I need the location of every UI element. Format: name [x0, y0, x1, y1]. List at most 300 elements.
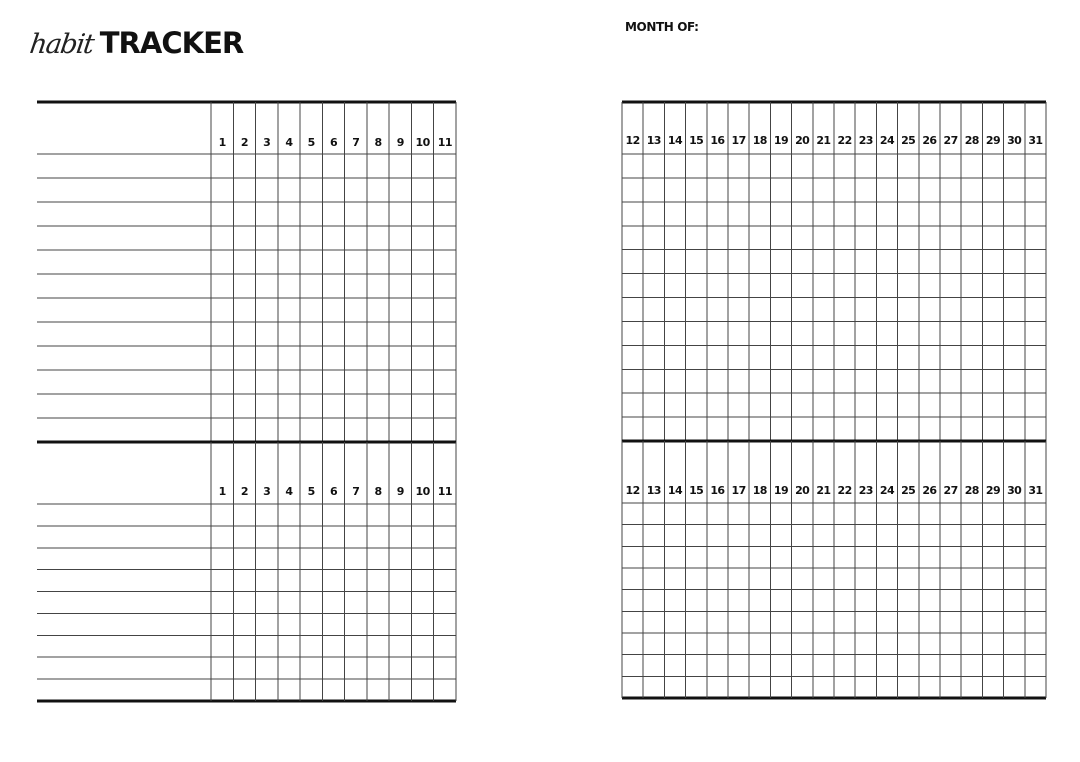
- habit-day-checkbox[interactable]: [278, 570, 300, 592]
- habit-day-checkbox[interactable]: [749, 633, 770, 655]
- habit-day-checkbox[interactable]: [1004, 202, 1025, 226]
- habit-day-checkbox[interactable]: [389, 504, 411, 526]
- habit-day-checkbox[interactable]: [434, 504, 456, 526]
- habit-day-checkbox[interactable]: [211, 548, 233, 570]
- habit-day-checkbox[interactable]: [622, 226, 643, 250]
- habit-day-checkbox[interactable]: [813, 655, 834, 677]
- habit-day-checkbox[interactable]: [686, 178, 707, 202]
- habit-day-checkbox[interactable]: [664, 525, 685, 547]
- habit-day-checkbox[interactable]: [1004, 345, 1025, 369]
- habit-day-checkbox[interactable]: [792, 154, 813, 178]
- habit-day-checkbox[interactable]: [855, 298, 876, 322]
- habit-day-checkbox[interactable]: [728, 590, 749, 612]
- habit-day-checkbox[interactable]: [728, 417, 749, 441]
- habit-day-checkbox[interactable]: [940, 633, 961, 655]
- habit-day-checkbox[interactable]: [707, 202, 728, 226]
- habit-day-checkbox[interactable]: [434, 592, 456, 614]
- habit-day-checkbox[interactable]: [434, 679, 456, 701]
- habit-day-checkbox[interactable]: [834, 226, 855, 250]
- habit-day-checkbox[interactable]: [1025, 178, 1046, 202]
- habit-day-checkbox[interactable]: [434, 202, 456, 226]
- habit-day-checkbox[interactable]: [1004, 321, 1025, 345]
- habit-day-checkbox[interactable]: [278, 298, 300, 322]
- habit-day-checkbox[interactable]: [728, 611, 749, 633]
- habit-day-checkbox[interactable]: [345, 679, 367, 701]
- habit-day-checkbox[interactable]: [919, 154, 940, 178]
- habit-day-checkbox[interactable]: [322, 394, 344, 418]
- habit-day-checkbox[interactable]: [792, 655, 813, 677]
- habit-day-checkbox[interactable]: [367, 679, 389, 701]
- habit-day-checkbox[interactable]: [982, 546, 1003, 568]
- habit-day-checkbox[interactable]: [389, 322, 411, 346]
- habit-day-checkbox[interactable]: [855, 274, 876, 298]
- habit-day-checkbox[interactable]: [622, 298, 643, 322]
- habit-day-checkbox[interactable]: [686, 250, 707, 274]
- habit-day-checkbox[interactable]: [855, 633, 876, 655]
- habit-day-checkbox[interactable]: [686, 274, 707, 298]
- habit-day-checkbox[interactable]: [411, 226, 433, 250]
- habit-day-checkbox[interactable]: [749, 202, 770, 226]
- habit-day-checkbox[interactable]: [300, 298, 322, 322]
- habit-day-checkbox[interactable]: [322, 679, 344, 701]
- habit-day-checkbox[interactable]: [876, 154, 897, 178]
- habit-day-checkbox[interactable]: [411, 657, 433, 679]
- habit-name-field[interactable]: [37, 570, 211, 592]
- habit-day-checkbox[interactable]: [855, 202, 876, 226]
- habit-day-checkbox[interactable]: [211, 635, 233, 657]
- habit-day-checkbox[interactable]: [643, 202, 664, 226]
- habit-day-checkbox[interactable]: [919, 417, 940, 441]
- habit-day-checkbox[interactable]: [792, 178, 813, 202]
- habit-day-checkbox[interactable]: [233, 592, 255, 614]
- habit-day-checkbox[interactable]: [792, 503, 813, 525]
- habit-day-checkbox[interactable]: [749, 321, 770, 345]
- habit-day-checkbox[interactable]: [233, 548, 255, 570]
- habit-day-checkbox[interactable]: [686, 503, 707, 525]
- habit-day-checkbox[interactable]: [622, 590, 643, 612]
- habit-day-checkbox[interactable]: [434, 250, 456, 274]
- habit-day-checkbox[interactable]: [256, 657, 278, 679]
- habit-day-checkbox[interactable]: [855, 417, 876, 441]
- habit-day-checkbox[interactable]: [876, 525, 897, 547]
- habit-day-checkbox[interactable]: [256, 418, 278, 442]
- habit-day-checkbox[interactable]: [876, 345, 897, 369]
- habit-day-checkbox[interactable]: [919, 655, 940, 677]
- habit-day-checkbox[interactable]: [898, 369, 919, 393]
- habit-day-checkbox[interactable]: [322, 504, 344, 526]
- habit-day-checkbox[interactable]: [434, 613, 456, 635]
- habit-day-checkbox[interactable]: [389, 657, 411, 679]
- habit-day-checkbox[interactable]: [728, 676, 749, 698]
- habit-day-checkbox[interactable]: [855, 369, 876, 393]
- habit-day-checkbox[interactable]: [961, 611, 982, 633]
- habit-day-checkbox[interactable]: [345, 274, 367, 298]
- habit-name-field[interactable]: [37, 322, 211, 346]
- habit-name-field[interactable]: [37, 548, 211, 570]
- habit-day-checkbox[interactable]: [367, 526, 389, 548]
- habit-day-checkbox[interactable]: [256, 226, 278, 250]
- habit-day-checkbox[interactable]: [233, 613, 255, 635]
- habit-day-checkbox[interactable]: [622, 611, 643, 633]
- habit-day-checkbox[interactable]: [322, 613, 344, 635]
- habit-day-checkbox[interactable]: [919, 633, 940, 655]
- habit-day-checkbox[interactable]: [664, 154, 685, 178]
- habit-day-checkbox[interactable]: [278, 178, 300, 202]
- habit-day-checkbox[interactable]: [233, 394, 255, 418]
- habit-day-checkbox[interactable]: [1004, 369, 1025, 393]
- habit-day-checkbox[interactable]: [211, 526, 233, 548]
- habit-day-checkbox[interactable]: [1004, 633, 1025, 655]
- habit-day-checkbox[interactable]: [1004, 676, 1025, 698]
- habit-day-checkbox[interactable]: [855, 345, 876, 369]
- habit-day-checkbox[interactable]: [1004, 298, 1025, 322]
- habit-day-checkbox[interactable]: [834, 178, 855, 202]
- habit-day-checkbox[interactable]: [728, 369, 749, 393]
- habit-day-checkbox[interactable]: [728, 321, 749, 345]
- habit-day-checkbox[interactable]: [256, 613, 278, 635]
- habit-name-field[interactable]: [37, 394, 211, 418]
- habit-day-checkbox[interactable]: [792, 568, 813, 590]
- habit-name-field[interactable]: [37, 274, 211, 298]
- habit-day-checkbox[interactable]: [434, 298, 456, 322]
- habit-day-checkbox[interactable]: [792, 298, 813, 322]
- habit-day-checkbox[interactable]: [728, 298, 749, 322]
- habit-day-checkbox[interactable]: [855, 568, 876, 590]
- habit-day-checkbox[interactable]: [1004, 250, 1025, 274]
- habit-day-checkbox[interactable]: [278, 548, 300, 570]
- habit-name-field[interactable]: [37, 657, 211, 679]
- habit-day-checkbox[interactable]: [256, 178, 278, 202]
- habit-day-checkbox[interactable]: [898, 321, 919, 345]
- habit-day-checkbox[interactable]: [322, 548, 344, 570]
- habit-day-checkbox[interactable]: [389, 570, 411, 592]
- habit-day-checkbox[interactable]: [345, 370, 367, 394]
- habit-day-checkbox[interactable]: [940, 154, 961, 178]
- habit-day-checkbox[interactable]: [898, 633, 919, 655]
- habit-day-checkbox[interactable]: [300, 226, 322, 250]
- habit-day-checkbox[interactable]: [434, 370, 456, 394]
- habit-day-checkbox[interactable]: [961, 590, 982, 612]
- habit-day-checkbox[interactable]: [770, 503, 791, 525]
- habit-day-checkbox[interactable]: [643, 369, 664, 393]
- habit-day-checkbox[interactable]: [749, 298, 770, 322]
- habit-day-checkbox[interactable]: [834, 298, 855, 322]
- habit-day-checkbox[interactable]: [834, 250, 855, 274]
- habit-day-checkbox[interactable]: [686, 655, 707, 677]
- habit-day-checkbox[interactable]: [367, 322, 389, 346]
- habit-day-checkbox[interactable]: [256, 154, 278, 178]
- habit-day-checkbox[interactable]: [770, 178, 791, 202]
- habit-day-checkbox[interactable]: [686, 369, 707, 393]
- habit-day-checkbox[interactable]: [345, 322, 367, 346]
- habit-day-checkbox[interactable]: [982, 568, 1003, 590]
- habit-day-checkbox[interactable]: [728, 393, 749, 417]
- habit-day-checkbox[interactable]: [686, 568, 707, 590]
- habit-day-checkbox[interactable]: [982, 202, 1003, 226]
- habit-day-checkbox[interactable]: [278, 526, 300, 548]
- habit-day-checkbox[interactable]: [876, 178, 897, 202]
- habit-day-checkbox[interactable]: [367, 504, 389, 526]
- habit-name-field[interactable]: [37, 418, 211, 442]
- habit-day-checkbox[interactable]: [834, 590, 855, 612]
- habit-day-checkbox[interactable]: [622, 546, 643, 568]
- habit-day-checkbox[interactable]: [411, 202, 433, 226]
- habit-day-checkbox[interactable]: [1025, 525, 1046, 547]
- habit-day-checkbox[interactable]: [622, 633, 643, 655]
- habit-day-checkbox[interactable]: [940, 525, 961, 547]
- habit-day-checkbox[interactable]: [898, 611, 919, 633]
- habit-day-checkbox[interactable]: [411, 370, 433, 394]
- habit-day-checkbox[interactable]: [813, 568, 834, 590]
- habit-day-checkbox[interactable]: [728, 154, 749, 178]
- habit-day-checkbox[interactable]: [707, 417, 728, 441]
- habit-day-checkbox[interactable]: [792, 633, 813, 655]
- habit-day-checkbox[interactable]: [855, 546, 876, 568]
- habit-day-checkbox[interactable]: [940, 369, 961, 393]
- habit-day-checkbox[interactable]: [256, 635, 278, 657]
- habit-day-checkbox[interactable]: [961, 503, 982, 525]
- habit-day-checkbox[interactable]: [643, 568, 664, 590]
- habit-day-checkbox[interactable]: [855, 250, 876, 274]
- habit-day-checkbox[interactable]: [707, 298, 728, 322]
- habit-day-checkbox[interactable]: [707, 590, 728, 612]
- habit-day-checkbox[interactable]: [300, 504, 322, 526]
- habit-day-checkbox[interactable]: [982, 226, 1003, 250]
- habit-day-checkbox[interactable]: [770, 226, 791, 250]
- habit-day-checkbox[interactable]: [961, 274, 982, 298]
- habit-day-checkbox[interactable]: [940, 345, 961, 369]
- habit-day-checkbox[interactable]: [792, 345, 813, 369]
- habit-day-checkbox[interactable]: [389, 679, 411, 701]
- habit-day-checkbox[interactable]: [664, 633, 685, 655]
- habit-day-checkbox[interactable]: [982, 393, 1003, 417]
- habit-day-checkbox[interactable]: [664, 590, 685, 612]
- habit-day-checkbox[interactable]: [411, 592, 433, 614]
- habit-name-field[interactable]: [37, 635, 211, 657]
- habit-day-checkbox[interactable]: [643, 345, 664, 369]
- habit-day-checkbox[interactable]: [367, 346, 389, 370]
- habit-day-checkbox[interactable]: [278, 370, 300, 394]
- habit-day-checkbox[interactable]: [961, 321, 982, 345]
- habit-day-checkbox[interactable]: [622, 503, 643, 525]
- habit-day-checkbox[interactable]: [211, 226, 233, 250]
- habit-day-checkbox[interactable]: [982, 369, 1003, 393]
- habit-day-checkbox[interactable]: [813, 345, 834, 369]
- habit-day-checkbox[interactable]: [622, 417, 643, 441]
- habit-day-checkbox[interactable]: [322, 250, 344, 274]
- habit-day-checkbox[interactable]: [278, 226, 300, 250]
- habit-day-checkbox[interactable]: [813, 546, 834, 568]
- habit-day-checkbox[interactable]: [728, 633, 749, 655]
- habit-name-field[interactable]: [37, 202, 211, 226]
- habit-day-checkbox[interactable]: [834, 154, 855, 178]
- habit-day-checkbox[interactable]: [982, 655, 1003, 677]
- habit-day-checkbox[interactable]: [622, 525, 643, 547]
- habit-day-checkbox[interactable]: [411, 178, 433, 202]
- habit-day-checkbox[interactable]: [770, 154, 791, 178]
- habit-day-checkbox[interactable]: [961, 676, 982, 698]
- habit-day-checkbox[interactable]: [664, 178, 685, 202]
- habit-name-field[interactable]: [37, 592, 211, 614]
- habit-day-checkbox[interactable]: [707, 503, 728, 525]
- habit-day-checkbox[interactable]: [834, 611, 855, 633]
- habit-day-checkbox[interactable]: [876, 369, 897, 393]
- habit-day-checkbox[interactable]: [919, 546, 940, 568]
- habit-day-checkbox[interactable]: [813, 154, 834, 178]
- habit-day-checkbox[interactable]: [707, 611, 728, 633]
- habit-day-checkbox[interactable]: [322, 154, 344, 178]
- habit-day-checkbox[interactable]: [345, 346, 367, 370]
- habit-day-checkbox[interactable]: [278, 657, 300, 679]
- habit-day-checkbox[interactable]: [982, 178, 1003, 202]
- habit-day-checkbox[interactable]: [813, 226, 834, 250]
- habit-day-checkbox[interactable]: [728, 250, 749, 274]
- habit-day-checkbox[interactable]: [940, 393, 961, 417]
- habit-day-checkbox[interactable]: [961, 568, 982, 590]
- habit-day-checkbox[interactable]: [686, 202, 707, 226]
- habit-day-checkbox[interactable]: [728, 345, 749, 369]
- habit-day-checkbox[interactable]: [664, 369, 685, 393]
- habit-day-checkbox[interactable]: [622, 321, 643, 345]
- habit-day-checkbox[interactable]: [686, 154, 707, 178]
- habit-day-checkbox[interactable]: [749, 568, 770, 590]
- habit-day-checkbox[interactable]: [434, 548, 456, 570]
- habit-day-checkbox[interactable]: [876, 250, 897, 274]
- habit-day-checkbox[interactable]: [322, 298, 344, 322]
- habit-day-checkbox[interactable]: [278, 274, 300, 298]
- habit-day-checkbox[interactable]: [792, 202, 813, 226]
- habit-day-checkbox[interactable]: [982, 154, 1003, 178]
- habit-day-checkbox[interactable]: [367, 635, 389, 657]
- habit-name-field[interactable]: [37, 250, 211, 274]
- habit-day-checkbox[interactable]: [686, 298, 707, 322]
- habit-day-checkbox[interactable]: [643, 546, 664, 568]
- habit-day-checkbox[interactable]: [664, 546, 685, 568]
- habit-day-checkbox[interactable]: [982, 345, 1003, 369]
- habit-day-checkbox[interactable]: [876, 546, 897, 568]
- habit-day-checkbox[interactable]: [643, 226, 664, 250]
- habit-day-checkbox[interactable]: [834, 393, 855, 417]
- habit-name-field[interactable]: [37, 178, 211, 202]
- habit-day-checkbox[interactable]: [411, 346, 433, 370]
- habit-day-checkbox[interactable]: [345, 526, 367, 548]
- habit-day-checkbox[interactable]: [1004, 226, 1025, 250]
- habit-day-checkbox[interactable]: [278, 250, 300, 274]
- habit-day-checkbox[interactable]: [707, 655, 728, 677]
- habit-day-checkbox[interactable]: [919, 676, 940, 698]
- habit-day-checkbox[interactable]: [233, 298, 255, 322]
- habit-day-checkbox[interactable]: [322, 202, 344, 226]
- habit-day-checkbox[interactable]: [1004, 154, 1025, 178]
- habit-name-field[interactable]: [37, 154, 211, 178]
- habit-day-checkbox[interactable]: [940, 611, 961, 633]
- habit-day-checkbox[interactable]: [389, 346, 411, 370]
- habit-day-checkbox[interactable]: [707, 274, 728, 298]
- habit-day-checkbox[interactable]: [300, 526, 322, 548]
- habit-day-checkbox[interactable]: [411, 154, 433, 178]
- habit-day-checkbox[interactable]: [813, 274, 834, 298]
- habit-day-checkbox[interactable]: [813, 590, 834, 612]
- habit-day-checkbox[interactable]: [322, 657, 344, 679]
- habit-day-checkbox[interactable]: [434, 154, 456, 178]
- habit-day-checkbox[interactable]: [940, 676, 961, 698]
- habit-day-checkbox[interactable]: [770, 298, 791, 322]
- habit-day-checkbox[interactable]: [278, 592, 300, 614]
- habit-day-checkbox[interactable]: [940, 503, 961, 525]
- habit-day-checkbox[interactable]: [643, 590, 664, 612]
- habit-day-checkbox[interactable]: [1025, 676, 1046, 698]
- habit-day-checkbox[interactable]: [834, 676, 855, 698]
- habit-day-checkbox[interactable]: [1025, 633, 1046, 655]
- habit-day-checkbox[interactable]: [749, 590, 770, 612]
- habit-name-field[interactable]: [37, 613, 211, 635]
- habit-day-checkbox[interactable]: [876, 298, 897, 322]
- habit-day-checkbox[interactable]: [919, 345, 940, 369]
- habit-day-checkbox[interactable]: [876, 226, 897, 250]
- habit-day-checkbox[interactable]: [749, 154, 770, 178]
- habit-day-checkbox[interactable]: [686, 417, 707, 441]
- habit-day-checkbox[interactable]: [300, 657, 322, 679]
- habit-day-checkbox[interactable]: [411, 613, 433, 635]
- habit-day-checkbox[interactable]: [664, 393, 685, 417]
- habit-day-checkbox[interactable]: [1004, 274, 1025, 298]
- habit-day-checkbox[interactable]: [707, 676, 728, 698]
- habit-day-checkbox[interactable]: [834, 503, 855, 525]
- habit-day-checkbox[interactable]: [367, 370, 389, 394]
- habit-day-checkbox[interactable]: [961, 202, 982, 226]
- habit-day-checkbox[interactable]: [919, 611, 940, 633]
- habit-day-checkbox[interactable]: [813, 178, 834, 202]
- habit-day-checkbox[interactable]: [961, 154, 982, 178]
- habit-day-checkbox[interactable]: [367, 657, 389, 679]
- habit-day-checkbox[interactable]: [233, 570, 255, 592]
- habit-day-checkbox[interactable]: [664, 274, 685, 298]
- habit-day-checkbox[interactable]: [749, 345, 770, 369]
- habit-day-checkbox[interactable]: [643, 611, 664, 633]
- habit-day-checkbox[interactable]: [1025, 345, 1046, 369]
- habit-day-checkbox[interactable]: [770, 417, 791, 441]
- habit-day-checkbox[interactable]: [367, 418, 389, 442]
- habit-day-checkbox[interactable]: [834, 202, 855, 226]
- habit-day-checkbox[interactable]: [898, 274, 919, 298]
- habit-day-checkbox[interactable]: [982, 417, 1003, 441]
- habit-name-field[interactable]: [37, 679, 211, 701]
- habit-day-checkbox[interactable]: [345, 202, 367, 226]
- habit-day-checkbox[interactable]: [770, 393, 791, 417]
- habit-day-checkbox[interactable]: [770, 633, 791, 655]
- habit-day-checkbox[interactable]: [686, 611, 707, 633]
- habit-day-checkbox[interactable]: [1025, 202, 1046, 226]
- habit-day-checkbox[interactable]: [813, 250, 834, 274]
- habit-day-checkbox[interactable]: [256, 592, 278, 614]
- habit-day-checkbox[interactable]: [411, 679, 433, 701]
- habit-day-checkbox[interactable]: [434, 394, 456, 418]
- habit-day-checkbox[interactable]: [622, 154, 643, 178]
- habit-day-checkbox[interactable]: [834, 369, 855, 393]
- habit-day-checkbox[interactable]: [940, 226, 961, 250]
- habit-day-checkbox[interactable]: [1025, 321, 1046, 345]
- habit-day-checkbox[interactable]: [233, 226, 255, 250]
- habit-day-checkbox[interactable]: [749, 369, 770, 393]
- habit-day-checkbox[interactable]: [898, 568, 919, 590]
- habit-day-checkbox[interactable]: [961, 655, 982, 677]
- habit-day-checkbox[interactable]: [876, 676, 897, 698]
- habit-day-checkbox[interactable]: [345, 657, 367, 679]
- habit-day-checkbox[interactable]: [940, 250, 961, 274]
- habit-day-checkbox[interactable]: [898, 503, 919, 525]
- habit-day-checkbox[interactable]: [813, 633, 834, 655]
- habit-day-checkbox[interactable]: [345, 613, 367, 635]
